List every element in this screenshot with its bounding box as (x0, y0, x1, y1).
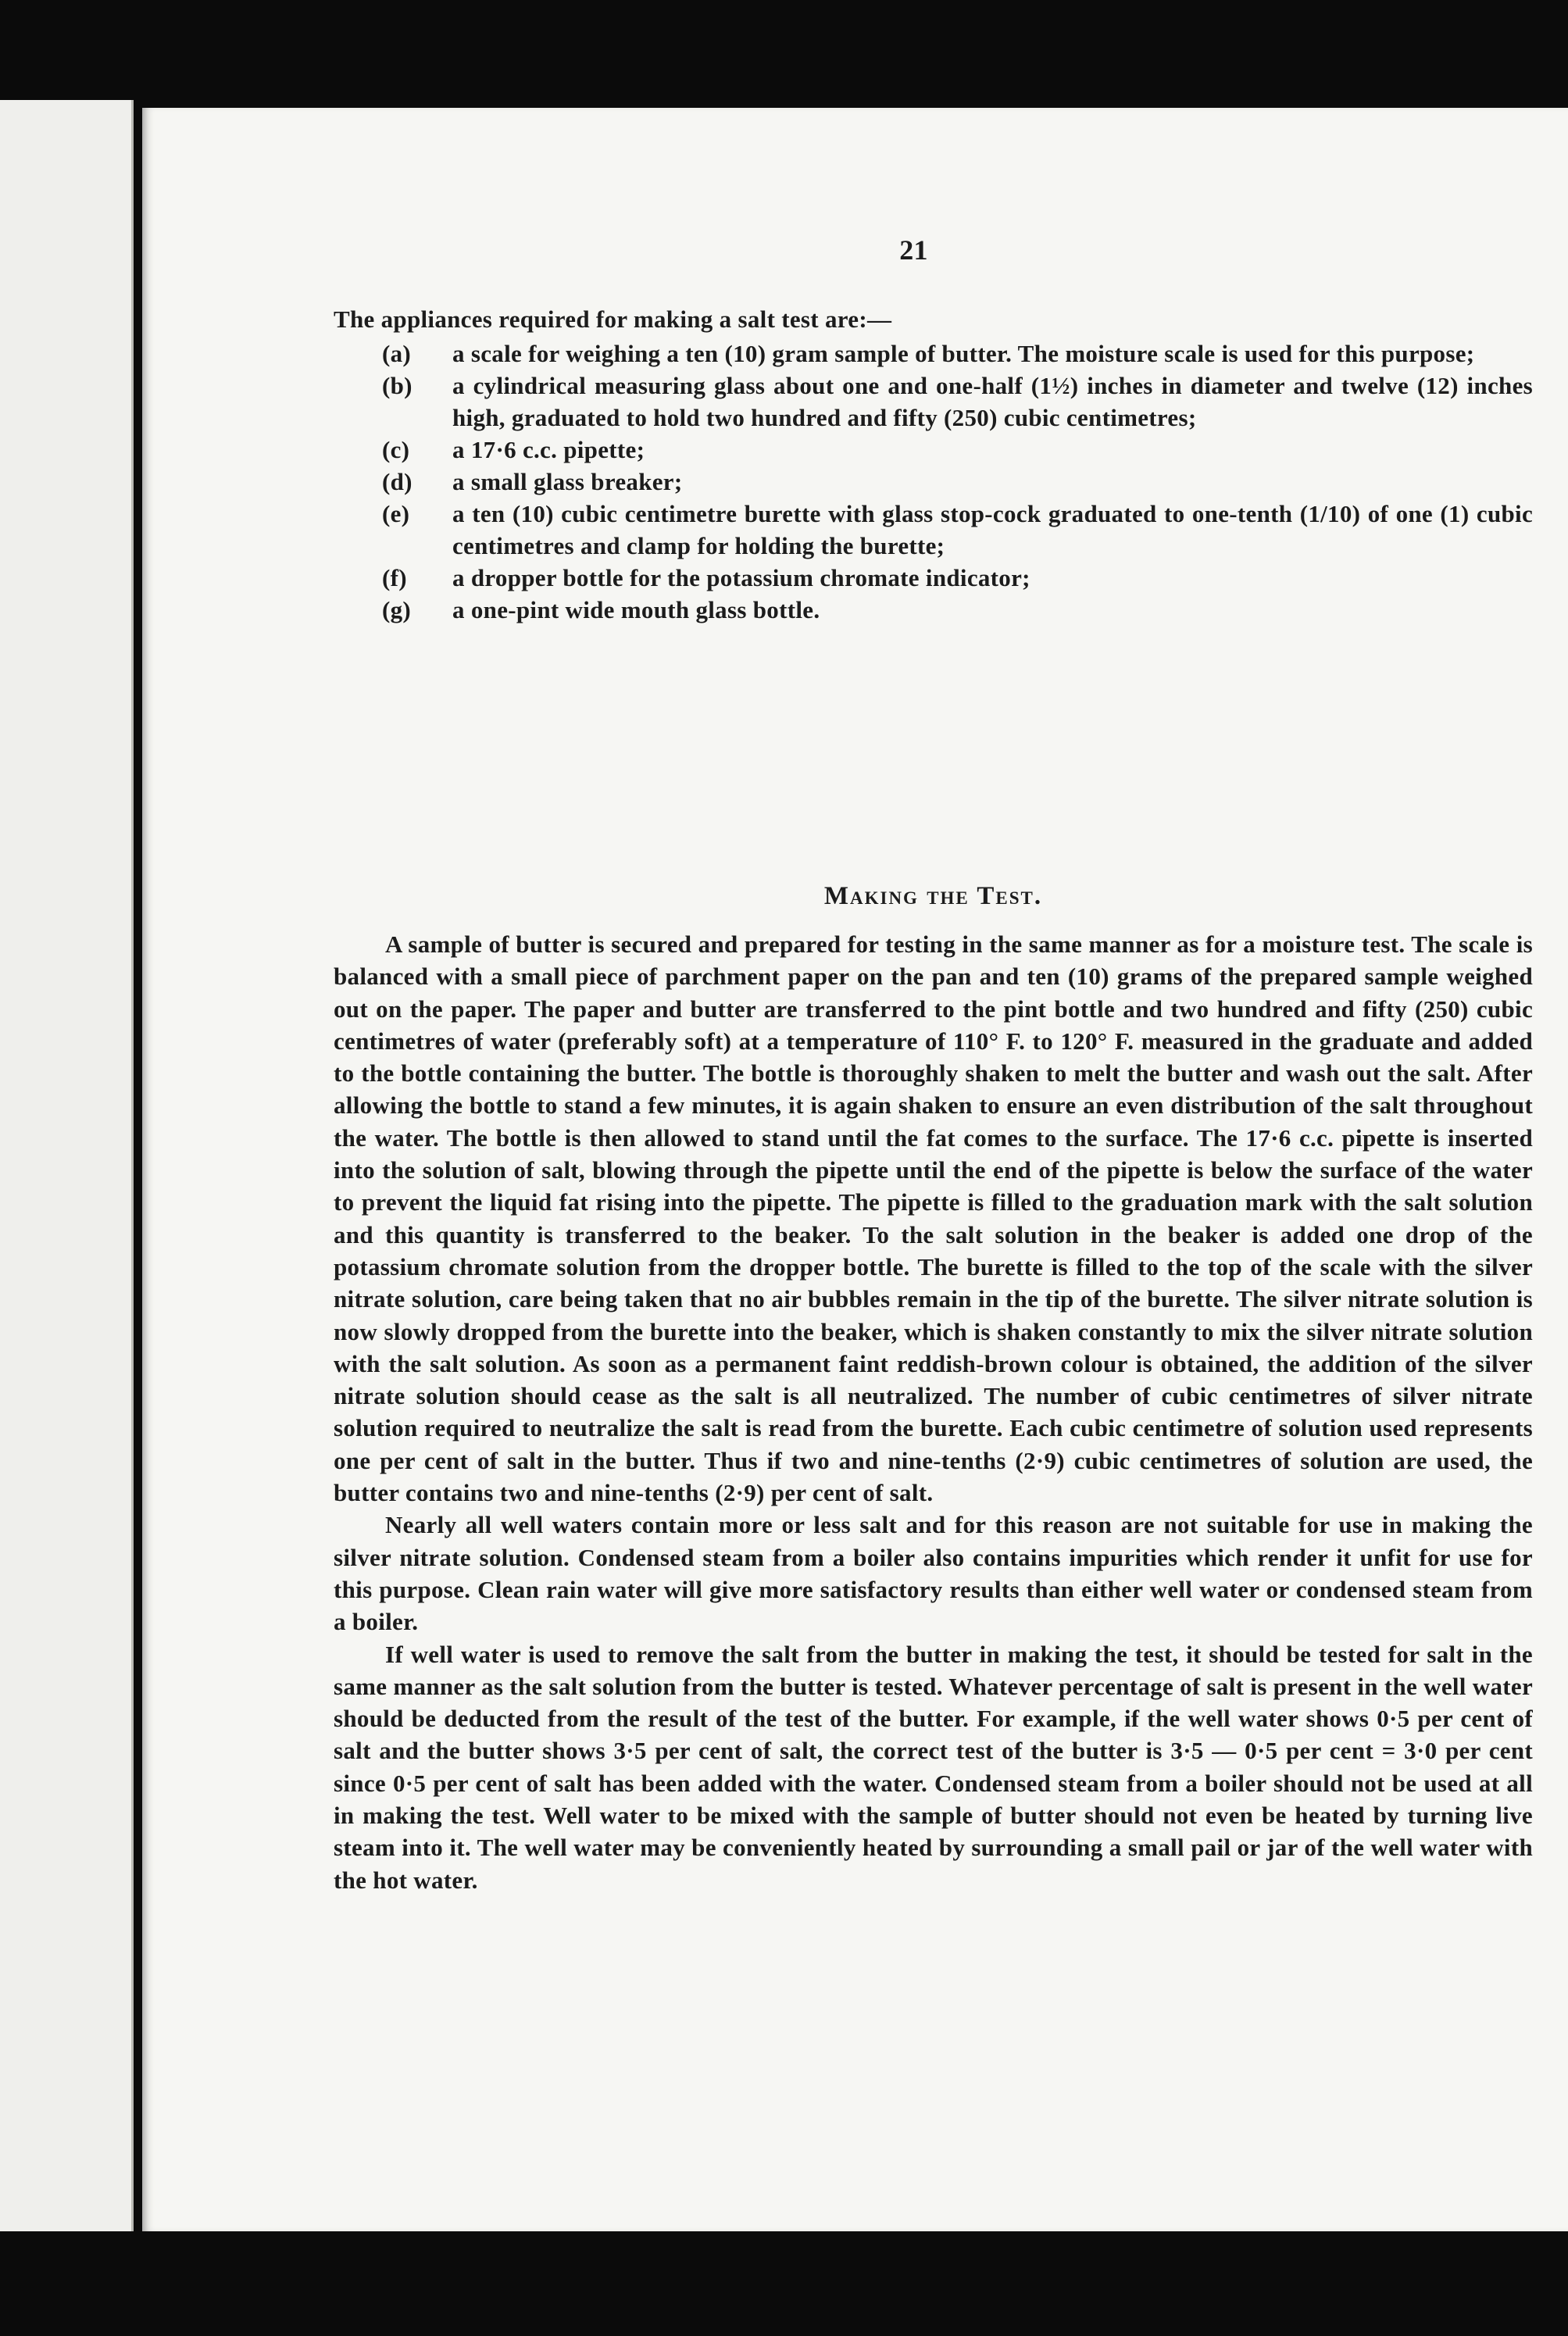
appliances-list (334, 338, 1533, 626)
list-item (334, 594, 1533, 626)
appliances-intro: The appliances required for making a salt test are:— (334, 305, 892, 333)
paragraph: Nearly all well waters contain more or less salt and for this reason are not suitable for use in making the silver nitrate solution. Condensed steam from a boiler also contains impurities which render it unfit for use for this purpose. Clean rain water will give more satisfactory results than either well water or condensed steam from a boiler. (334, 1511, 1533, 1636)
list-item-text: a 17·6 c.c. pipette; (452, 436, 645, 463)
section-heading: Making the Test. (823, 882, 1043, 910)
section-body (334, 928, 1533, 1896)
list-item-label: (b) (382, 372, 413, 399)
paragraph: If well water is used to remove the salt from the butter in making the test, it should be tested for salt in the same manner as the salt solution from the butter is tested. Whatever percentage of salt is present in the well water should be deducted from the result of the test of the butter. For example, if the well water shows 0·5 per cent of salt and the butter shows 3·5 per cent of salt, the correct test of the butter is 3·5 — 0·5 per cent = 3·0 per cent since 0·5 per cent of salt has been added with the water. Condensed steam from a boiler should not be used at all in making the test. Well water to be mixed with the sample of butter should not even be heated by turning live steam into it. The well water may be conveniently heated by surrounding a small pail or jar of the well water with the hot water. (334, 1640, 1533, 1894)
list-item-text: a one-pint wide mouth glass bottle. (452, 596, 820, 623)
list-item-text: a scale for weighing a ten (10) gram sample of butter. The moisture scale is used for this purpose; (452, 340, 1475, 367)
list-item-text: a dropper bottle for the potassium chromate indicator; (452, 564, 1030, 591)
list-item (334, 466, 1533, 498)
list-item-label: (f) (382, 564, 407, 591)
list-item-label: (d) (382, 468, 413, 495)
list-item (334, 498, 1533, 562)
page-number: 21 (899, 234, 928, 266)
list-item (334, 434, 1533, 466)
list-item-text: a cylindrical measuring glass about one and one-half (1½) inches in diameter and twelve (12) inches high, graduated to hold two hundred and fifty (250) cubic centimetres; (452, 372, 1533, 431)
list-item-label: (c) (382, 436, 410, 463)
list-item (334, 370, 1533, 434)
list-item-label: (e) (382, 500, 410, 527)
left-adjacent-page (0, 100, 134, 2231)
list-item-text: a small glass breaker; (452, 468, 683, 495)
paragraph: A sample of butter is secured and prepared for testing in the same manner as for a moisture test. The scale is balanced with a small piece of parchment paper on the pan and ten (10) grams of the prepared sample weighed out on the paper. The paper and butter are transferred to the pint bottle and two hundred and fifty (250) cubic centimetres of water (preferably soft) at a temperature of 110° F. to 120° F. measured in the graduate and added to the bottle containing the butter. The bottle is thoroughly shaken to melt the butter and wash out the salt. After allowing the bottle to stand a few minutes, it is again shaken to ensure an even distribution of the salt throughout the water. The bottle is then allowed to stand until the fat comes to the surface. The 17·6 c.c. pipette is inserted into the solution of salt, blowing through the pipette until the end of the pipette is below the surface of the water to prevent the liquid fat rising into the pipette. The pipette is filled to the graduation mark with the salt solution and this quantity is transferred to the beaker. To the salt solution in the beaker is added one drop of the potassium chromate solution from the dropper bottle. The burette is filled to the top of the scale with the silver nitrate solution, care being taken that no air bubbles remain in the tip of the burette. The silver nitrate solution is now slowly dropped from the burette into the beaker, which is shaken constantly to mix the silver nitrate solution with the salt solution. As soon as a permanent faint reddish-brown colour is obtained, the addition of the silver nitrate solution should cease as the salt is all neutralized. The number of cubic centimetres of silver nitrate solution required to neutralize the salt is read from the burette. Each cubic centimetre of solution used represents one per cent of salt in the butter. Thus if two and nine-tenths (2·9) cubic centimetres of solution are used, the butter contains two and nine-tenths (2·9) per cent of salt. (334, 930, 1533, 1507)
list-item-label: (a) (382, 340, 412, 367)
list-item (334, 562, 1533, 594)
list-item-label: (g) (382, 596, 412, 623)
document-page (142, 108, 1568, 2231)
list-item-text: a ten (10) cubic centimetre burette with glass stop-cock graduated to one-tenth (1/10) of one (1) cubic centimetres and clamp for holding the burette; (452, 500, 1533, 559)
list-item (334, 338, 1533, 370)
